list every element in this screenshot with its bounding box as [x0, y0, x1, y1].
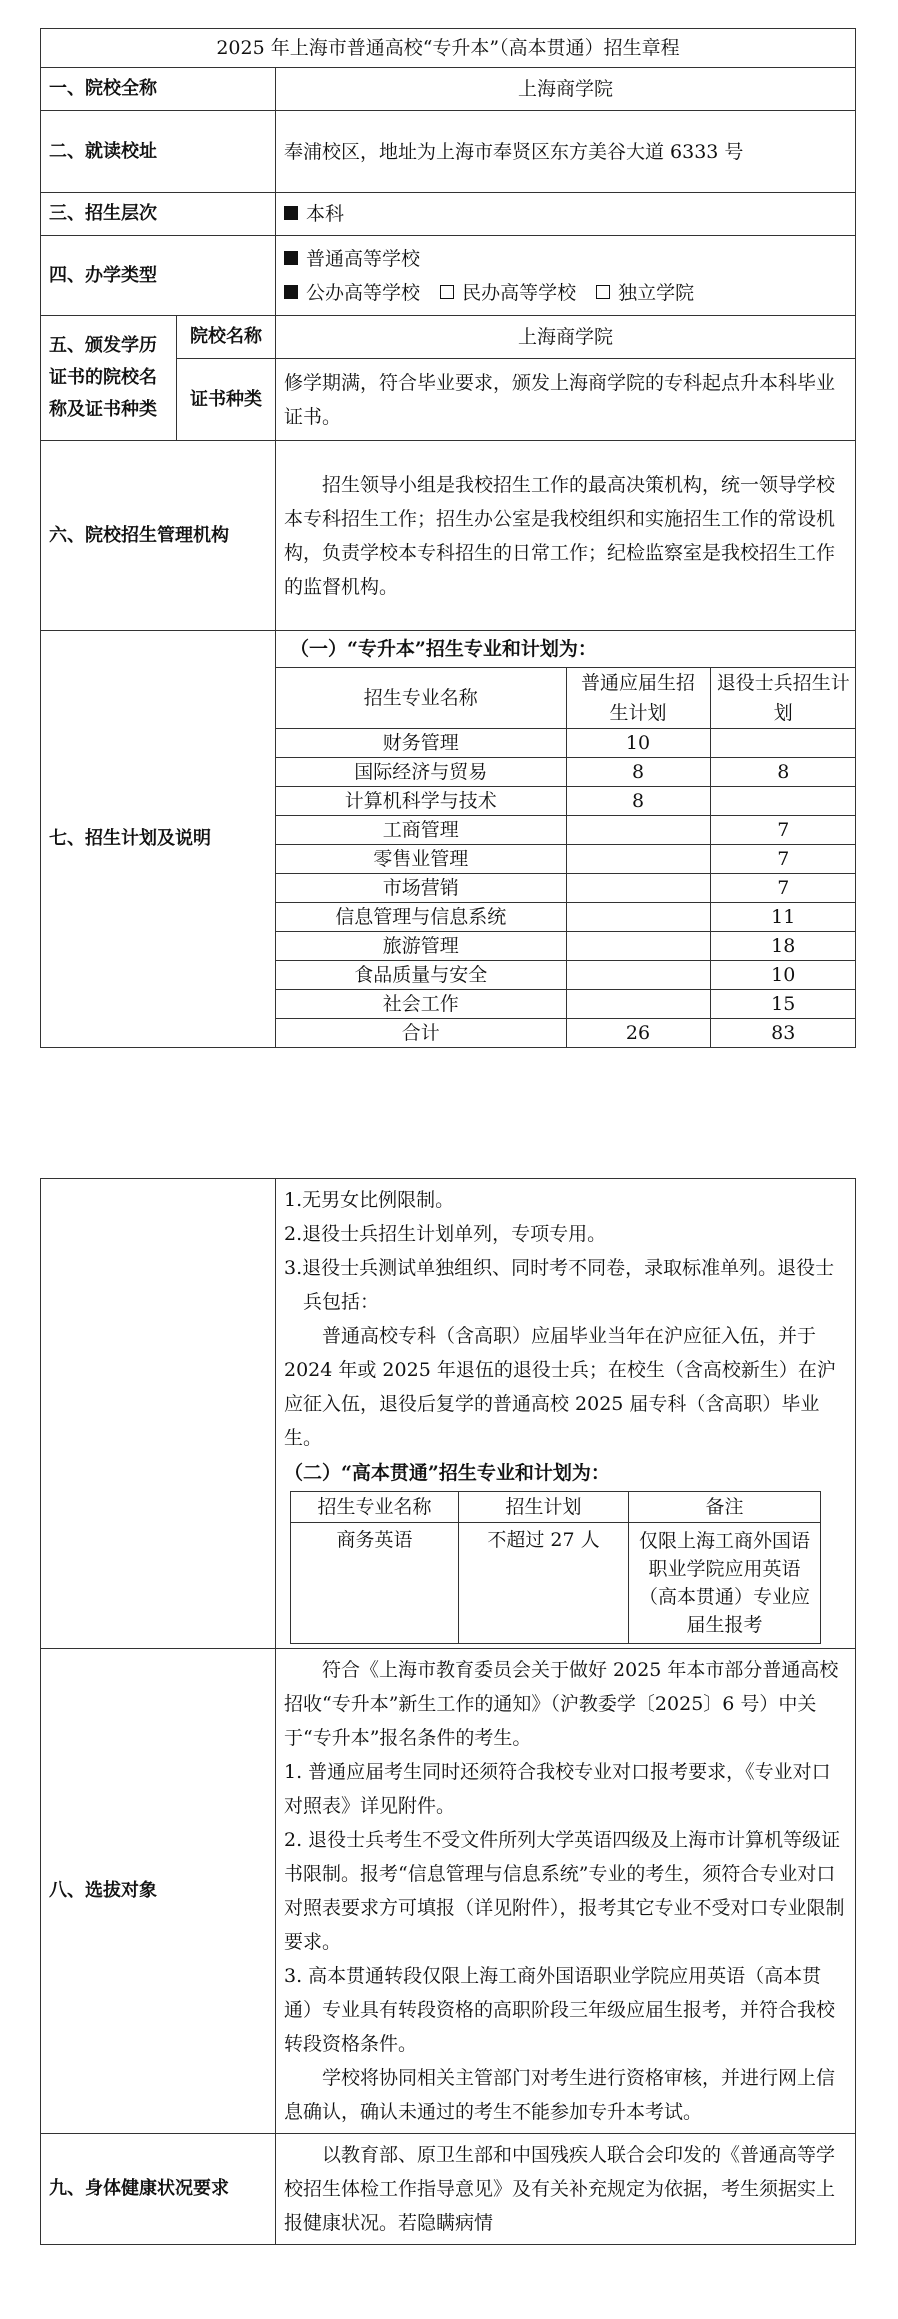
gb-major: 商务英语 — [291, 1523, 459, 1644]
document-page-2 — [40, 1178, 855, 2245]
health-label: 九、身体健康状况要求 — [41, 2134, 276, 2245]
major-regular-plan: 10 — [566, 729, 710, 758]
major-regular-plan — [566, 961, 710, 990]
major-name: 社会工作 — [276, 990, 566, 1019]
selection-p2: 1. 普通应届考生同时还须符合我校专业对口报考要求，《专业对口对照表》详见附件。 — [284, 1761, 831, 1817]
type-public: 公办高等学校 — [306, 281, 421, 304]
major-name: 国际经济与贸易 — [276, 758, 566, 787]
plan-note: 2.退役士兵招生计划单列，专项专用。 — [284, 1223, 607, 1245]
major-veteran-plan: 7 — [710, 816, 856, 845]
management-text: 招生领导小组是我校招生工作的最高决策机构，统一领导学校本专科招生工作；招生办公室是我校组织和实施招生工作的常设机构，负责学校本专科招生的日常工作；纪检监察室是我校招生工作的监督机构。 — [276, 441, 856, 631]
plan-section1-title: （一）“专升本”招生专业和计划为： — [290, 638, 597, 660]
diploma-name-value: 上海商学院 — [276, 316, 856, 359]
type-independent: 独立学院 — [618, 281, 695, 304]
major-row — [276, 903, 856, 932]
selection-p3: 2. 退役士兵考生不受文件所列大学英语四级及上海市计算机等级证书限制。报考“信息管理与信息系统”专业的考生，须符合专业对口对照表要求方可填报（详见附件），报考其它专业不受对口专业限制要求。 — [284, 1829, 845, 1953]
selection-label: 八、选拔对象 — [41, 1649, 276, 2134]
major-rows — [276, 729, 856, 1019]
major-row — [276, 845, 856, 874]
checked-box-icon — [284, 206, 298, 220]
major-regular-plan — [566, 845, 710, 874]
major-veteran-plan: 7 — [710, 845, 856, 874]
col2-note-header: 备注 — [629, 1492, 821, 1523]
major-veteran-plan: 18 — [710, 932, 856, 961]
selection-cell — [276, 1649, 856, 2134]
major-name: 工商管理 — [276, 816, 566, 845]
diploma-type-value: 修学期满，符合毕业要求，颁发上海商学院的专科起点升本科毕业证书。 — [276, 359, 856, 441]
major-name: 市场营销 — [276, 874, 566, 903]
major-row — [276, 874, 856, 903]
plan-note: 1.无男女比例限制。 — [284, 1189, 455, 1211]
major-row — [276, 729, 856, 758]
selection-p1: 符合《上海市教育委员会关于做好 2025 年本市部分普通高校招收“专升本”新生工作的通知》（沪教委学〔2025〕6 号）中关于“专升本”报名条件的考生。 — [284, 1659, 839, 1749]
plan-section2-title: （二）“高本贯通”招生专业和计划为： — [284, 1462, 610, 1484]
unchecked-box-icon — [596, 285, 610, 299]
major-regular-plan — [566, 932, 710, 961]
level-value: 本科 — [306, 203, 345, 225]
plan-notes-cell — [276, 1179, 856, 1649]
major-plan-table — [276, 667, 856, 1047]
col-major-header: 招生专业名称 — [276, 668, 566, 729]
plan-cell — [276, 631, 856, 1048]
veteran-definition: 普通高校专科（含高职）应届毕业当年在沪应征入伍，并于 2024 年或 2025 年退伍的退役士兵；在校生（含高校新生）在沪应征入伍，退役后复学的普通高校 2025 届专科（含高职）毕业生。 — [284, 1325, 836, 1449]
type-line1: 普通高等学校 — [306, 247, 421, 270]
charter-table-part-2 — [40, 1178, 856, 2245]
unchecked-box-icon — [440, 285, 454, 299]
school-name-label: 一、院校全称 — [41, 68, 276, 111]
plan-continued-label — [41, 1179, 276, 1649]
level-label: 三、招生层次 — [41, 193, 276, 236]
major-regular-plan — [566, 874, 710, 903]
major-row — [276, 961, 856, 990]
management-label: 六、院校招生管理机构 — [41, 441, 276, 631]
major-name: 财务管理 — [276, 729, 566, 758]
major-row — [276, 932, 856, 961]
major-regular-plan — [566, 990, 710, 1019]
major-regular-plan: 8 — [566, 787, 710, 816]
health-text: 以教育部、原卫生部和中国残疾人联合会印发的《普通高等学校招生体检工作指导意见》及有关补充规定为依据，考生须据实上报健康状况。若隐瞒病情 — [276, 2134, 856, 2245]
col2-plan-header: 招生计划 — [459, 1492, 629, 1523]
plan-notes — [276, 1179, 855, 1455]
diploma-type-label: 证书种类 — [177, 359, 276, 441]
school-name-value: 上海商学院 — [276, 68, 856, 111]
checked-box-icon — [284, 251, 298, 265]
major-veteran-plan: 7 — [710, 874, 856, 903]
selection-p5: 学校将协同相关主管部门对考生进行资格审核，并进行网上信息确认，确认未通过的考生不能参加专升本考试。 — [284, 2067, 836, 2123]
major-veteran-plan: 15 — [710, 990, 856, 1019]
major-row — [276, 758, 856, 787]
level-cell — [276, 193, 856, 236]
major-name: 信息管理与信息系统 — [276, 903, 566, 932]
major-name: 计算机科学与技术 — [276, 787, 566, 816]
document-page-1 — [40, 28, 855, 1048]
major-regular-plan — [566, 816, 710, 845]
type-cell — [276, 236, 856, 316]
major-veteran-plan: 11 — [710, 903, 856, 932]
col-veteran-header: 退役士兵招生计划 — [710, 668, 856, 729]
total-regular: 26 — [566, 1019, 710, 1048]
total-label: 合计 — [276, 1019, 566, 1048]
major-row — [276, 816, 856, 845]
type-label: 四、办学类型 — [41, 236, 276, 316]
gb-plan: 不超过 27 人 — [459, 1523, 629, 1644]
gb-note: 仅限上海工商外国语职业学院应用英语（高本贯通）专业应届生报考 — [629, 1523, 821, 1644]
major-veteran-plan: 8 — [710, 758, 856, 787]
address-label: 二、就读校址 — [41, 111, 276, 193]
major-name: 食品质量与安全 — [276, 961, 566, 990]
plan-label: 七、招生计划及说明 — [41, 631, 276, 1048]
major-name: 旅游管理 — [276, 932, 566, 961]
diploma-label: 五、颁发学历证书的院校名称及证书种类 — [41, 316, 177, 441]
col-regular-header: 普通应届生招生计划 — [566, 668, 710, 729]
major-regular-plan: 8 — [566, 758, 710, 787]
major-regular-plan — [566, 903, 710, 932]
plan-note: 3.退役士兵测试单独组织、同时考不同卷，录取标准单列。退役士兵包括： — [284, 1257, 835, 1313]
document-title: 2025 年上海市普通高校“专升本”（高本贯通）招生章程 — [41, 29, 856, 68]
col2-major-header: 招生专业名称 — [291, 1492, 459, 1523]
total-veteran: 83 — [710, 1019, 856, 1048]
major-name: 零售业管理 — [276, 845, 566, 874]
major-veteran-plan — [710, 729, 856, 758]
major-veteran-plan — [710, 787, 856, 816]
charter-table-part-1 — [40, 28, 856, 1048]
type-private: 民办高等学校 — [462, 281, 577, 304]
major-row — [276, 990, 856, 1019]
major-veteran-plan: 10 — [710, 961, 856, 990]
major-row — [276, 787, 856, 816]
diploma-name-label: 院校名称 — [177, 316, 276, 359]
address-value: 奉浦校区，地址为上海市奉贤区东方美谷大道 6333 号 — [276, 111, 856, 193]
gaobenguantong-table — [290, 1491, 821, 1644]
selection-p4: 3. 高本贯通转段仅限上海工商外国语职业学院应用英语（高本贯通）专业具有转段资格的高职阶段三年级应届生报考，并符合我校转段资格条件。 — [284, 1965, 836, 2055]
checked-box-icon — [284, 285, 298, 299]
